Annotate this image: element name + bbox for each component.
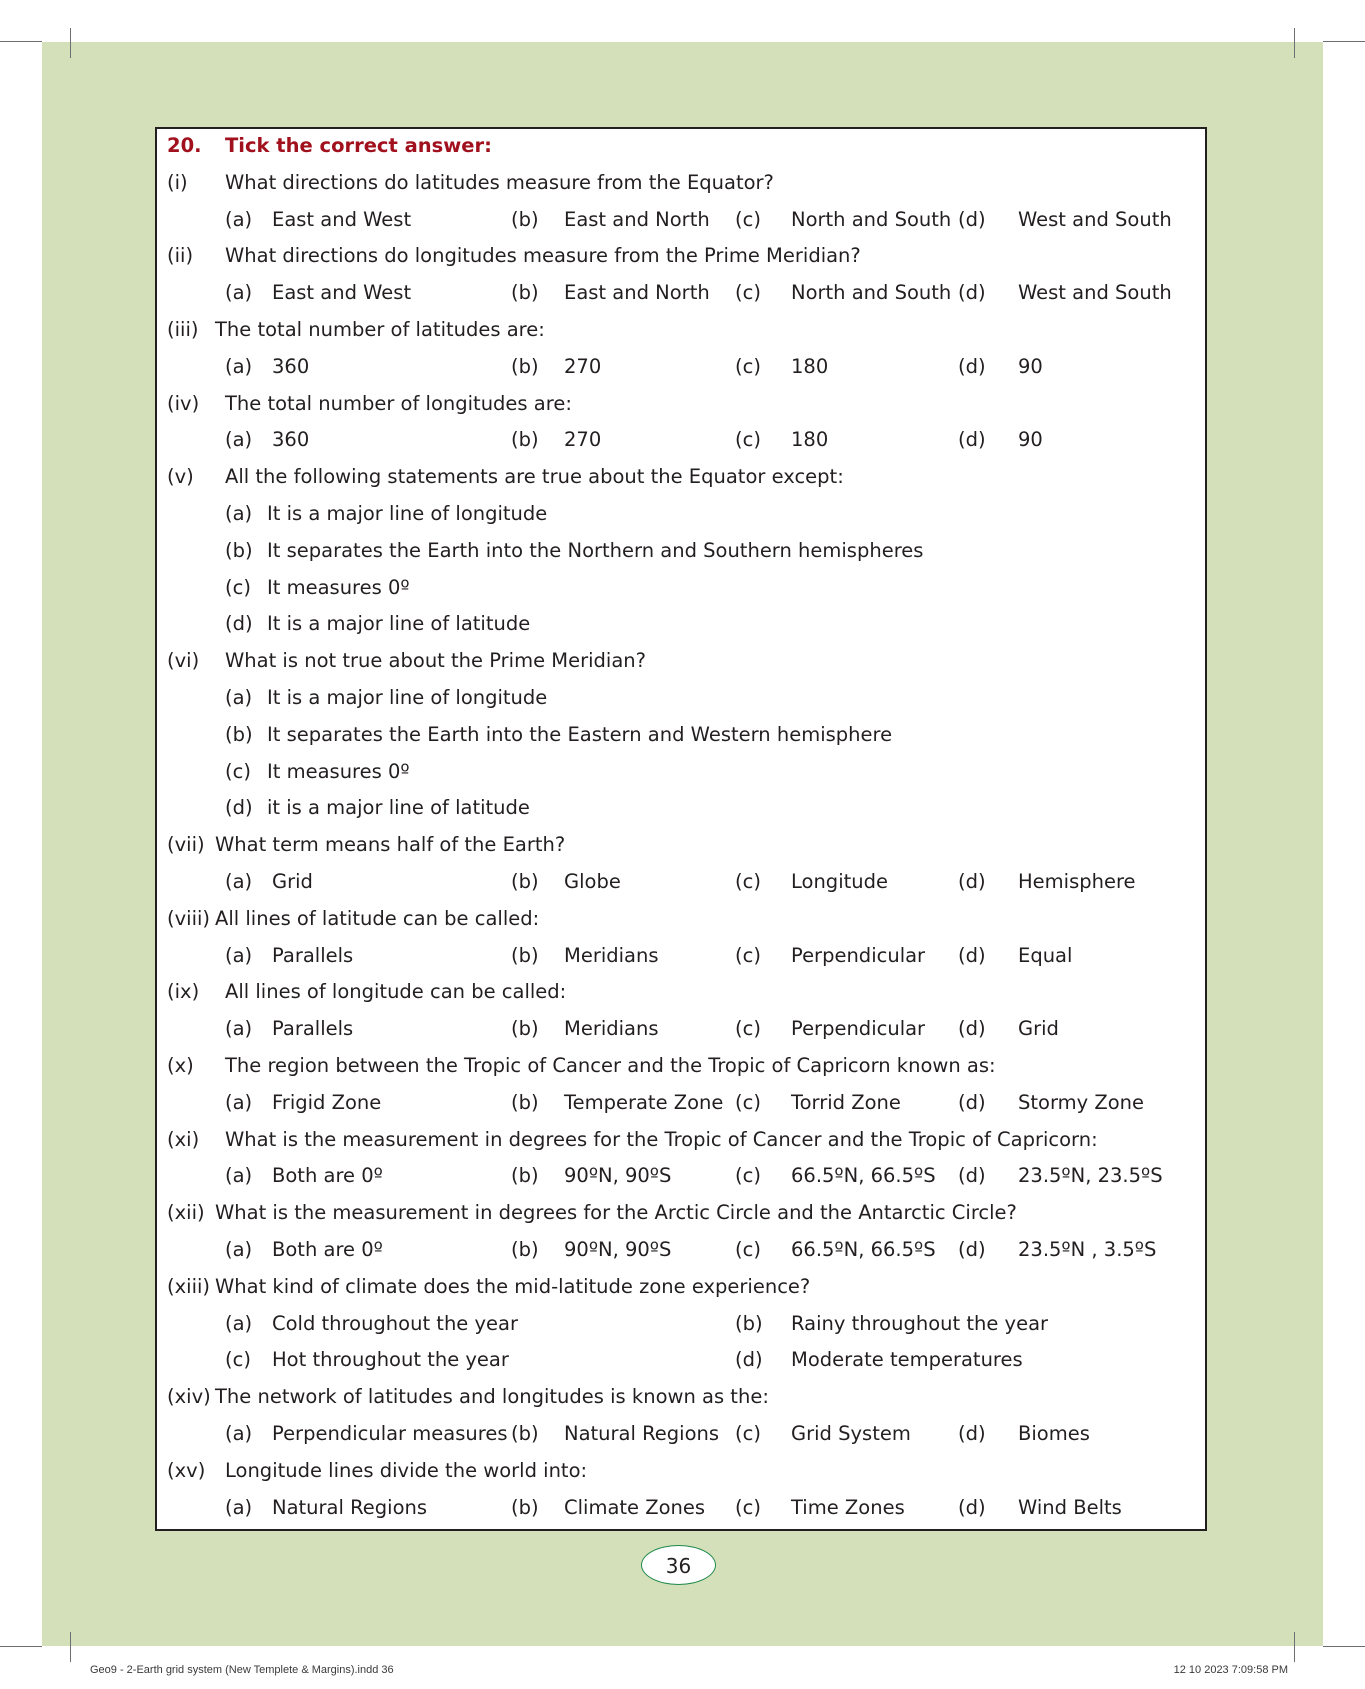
item-text: The network of latitudes and longitudes is known as the: bbox=[215, 1385, 769, 1409]
option-letter: (d) bbox=[958, 943, 986, 967]
option-text: It measures 0º bbox=[267, 575, 410, 599]
options-row bbox=[157, 1233, 1205, 1267]
option-letter: (a) bbox=[225, 1311, 253, 1335]
crop-mark bbox=[1294, 1632, 1295, 1662]
option-text: West and South bbox=[1018, 207, 1172, 231]
option-letter: (a) bbox=[225, 1495, 253, 1519]
option-text: Perpendicular measures bbox=[272, 1422, 508, 1445]
option-text: West and South bbox=[1018, 281, 1172, 305]
option-letter: (d) bbox=[958, 1164, 986, 1188]
options-row bbox=[157, 1491, 1205, 1525]
item-text: What is the measurement in degrees for the Arctic Circle and the Antarctic Circle? bbox=[215, 1201, 1017, 1225]
options-row bbox=[157, 497, 1205, 531]
option-letter: (d) bbox=[958, 354, 986, 378]
item-label: (xi) bbox=[167, 1127, 200, 1151]
option-letter: (d) bbox=[958, 428, 986, 452]
item-label: (x) bbox=[167, 1054, 194, 1077]
option-text: Both are 0º bbox=[272, 1238, 383, 1261]
option-letter: (c) bbox=[225, 1348, 251, 1372]
option-text: Parallels bbox=[272, 1017, 354, 1041]
item-text: All the following statements are true about the Equator except: bbox=[225, 465, 844, 489]
item-label: (xv) bbox=[167, 1458, 206, 1482]
option-text: 23.5ºN, 23.5ºS bbox=[1018, 1164, 1163, 1188]
question-item bbox=[157, 239, 1205, 273]
question-item bbox=[157, 166, 1205, 200]
option-letter: (b) bbox=[225, 722, 253, 746]
options-row bbox=[157, 1343, 1205, 1377]
option-text: Grid System bbox=[791, 1422, 911, 1445]
option-letter: (b) bbox=[511, 428, 539, 452]
option-letter: (c) bbox=[735, 354, 761, 378]
item-label: (ii) bbox=[167, 244, 194, 268]
crop-mark bbox=[70, 28, 71, 58]
options-row bbox=[157, 1086, 1205, 1120]
option-letter: (d) bbox=[225, 796, 253, 820]
item-text: What is not true about the Prime Meridian? bbox=[225, 649, 646, 673]
option-letter: (c) bbox=[735, 1495, 761, 1519]
option-letter: (a) bbox=[225, 686, 253, 709]
option-letter: (c) bbox=[735, 428, 761, 452]
options-row bbox=[157, 939, 1205, 973]
option-letter: (d) bbox=[958, 1017, 986, 1041]
option-text: Time Zones bbox=[791, 1495, 905, 1519]
option-letter: (b) bbox=[511, 1164, 539, 1188]
option-letter: (a) bbox=[225, 354, 253, 378]
crop-mark bbox=[0, 1646, 42, 1647]
question-item bbox=[157, 828, 1205, 862]
option-text: Moderate temperatures bbox=[791, 1348, 1023, 1372]
option-text: Equal bbox=[1018, 943, 1073, 967]
option-letter: (b) bbox=[511, 1238, 539, 1261]
option-letter: (b) bbox=[511, 207, 539, 231]
option-letter: (b) bbox=[511, 1422, 539, 1445]
question-item bbox=[157, 313, 1205, 347]
question-heading bbox=[157, 129, 1205, 163]
option-letter: (d) bbox=[225, 612, 253, 636]
option-text: Meridians bbox=[564, 1017, 659, 1041]
question-item bbox=[157, 1454, 1205, 1488]
option-text: 90 bbox=[1018, 428, 1043, 452]
option-text: East and North bbox=[564, 207, 710, 231]
options-row bbox=[157, 1307, 1205, 1341]
option-text: 180 bbox=[791, 354, 829, 378]
question-item bbox=[157, 1380, 1205, 1414]
item-text: What directions do latitudes measure from the Equator? bbox=[225, 170, 774, 194]
item-text: The region between the Tropic of Cancer and the Tropic of Capricorn known as: bbox=[225, 1054, 996, 1077]
options-row bbox=[157, 1417, 1205, 1451]
item-label: (iv) bbox=[167, 391, 200, 415]
question-item bbox=[157, 644, 1205, 678]
option-text: Frigid Zone bbox=[272, 1090, 382, 1114]
options-row bbox=[157, 791, 1205, 825]
option-text: It is a major line of longitude bbox=[267, 502, 548, 525]
option-text: Grid bbox=[1018, 1017, 1059, 1041]
option-text: Globe bbox=[564, 870, 621, 893]
item-label: (xiv) bbox=[167, 1385, 211, 1409]
options-row bbox=[157, 755, 1205, 789]
option-text: It is a major line of longitude bbox=[267, 686, 548, 709]
option-text: Perpendicular bbox=[791, 1017, 926, 1041]
option-text: 66.5ºN, 66.5ºS bbox=[791, 1164, 936, 1188]
option-letter: (a) bbox=[225, 943, 253, 967]
option-text: it is a major line of latitude bbox=[267, 796, 530, 820]
option-letter: (b) bbox=[511, 1090, 539, 1114]
crop-mark bbox=[0, 41, 42, 42]
options-row bbox=[157, 423, 1205, 457]
item-text: The total number of longitudes are: bbox=[225, 391, 572, 415]
option-text: Hemisphere bbox=[1018, 870, 1136, 893]
option-text: Biomes bbox=[1018, 1422, 1090, 1445]
item-text: All lines of longitude can be called: bbox=[225, 980, 567, 1004]
option-text: 180 bbox=[791, 428, 829, 452]
item-label: (v) bbox=[167, 465, 194, 489]
option-letter: (b) bbox=[225, 538, 253, 562]
option-text: Grid bbox=[272, 870, 313, 893]
item-label: (i) bbox=[167, 170, 188, 194]
option-letter: (c) bbox=[735, 870, 761, 893]
crop-mark bbox=[70, 1632, 71, 1662]
option-letter: (a) bbox=[225, 870, 253, 893]
option-text: Hot throughout the year bbox=[272, 1348, 509, 1372]
option-letter: (d) bbox=[958, 1238, 986, 1261]
options-row bbox=[157, 1012, 1205, 1046]
options-row bbox=[157, 203, 1205, 237]
item-label: (iii) bbox=[167, 318, 199, 341]
item-label: (ix) bbox=[167, 980, 200, 1004]
item-text: What term means half of the Earth? bbox=[215, 833, 566, 857]
option-text: It is a major line of latitude bbox=[267, 612, 531, 636]
option-text: North and South bbox=[791, 207, 952, 231]
item-text: Longitude lines divide the world into: bbox=[225, 1458, 588, 1482]
option-text: Parallels bbox=[272, 943, 354, 967]
item-label: (viii) bbox=[167, 906, 211, 930]
option-letter: (c) bbox=[735, 1238, 761, 1261]
question-title: Tick the correct answer: bbox=[225, 134, 492, 157]
option-text: Torrid Zone bbox=[791, 1090, 901, 1114]
question-item bbox=[157, 1123, 1205, 1157]
option-text: 360 bbox=[272, 428, 310, 452]
question-item bbox=[157, 902, 1205, 936]
option-text: 90ºN, 90ºS bbox=[564, 1238, 672, 1261]
item-text: What is the measurement in degrees for the Tropic of Cancer and the Tropic of Capricorn: bbox=[225, 1127, 1098, 1151]
item-label: (xiii) bbox=[167, 1274, 211, 1298]
option-text: 90ºN, 90ºS bbox=[564, 1164, 672, 1188]
option-letter: (a) bbox=[225, 281, 253, 305]
option-letter: (a) bbox=[225, 1090, 253, 1114]
item-text: The total number of latitudes are: bbox=[215, 318, 545, 341]
options-row bbox=[157, 534, 1205, 568]
option-letter: (c) bbox=[735, 1017, 761, 1041]
option-letter: (a) bbox=[225, 1017, 253, 1041]
footer-timestamp: 12 10 2023 7:09:58 PM bbox=[1173, 1664, 1288, 1676]
question-item bbox=[157, 1196, 1205, 1230]
option-letter: (b) bbox=[511, 1017, 539, 1041]
option-letter: (b) bbox=[511, 281, 539, 305]
options-row bbox=[157, 607, 1205, 641]
option-letter: (d) bbox=[958, 207, 986, 231]
option-text: Temperate Zone bbox=[564, 1090, 724, 1114]
option-letter: (a) bbox=[225, 428, 253, 452]
option-text: 270 bbox=[564, 354, 602, 378]
option-letter: (c) bbox=[735, 943, 761, 967]
item-label: (vii) bbox=[167, 833, 205, 857]
option-letter: (d) bbox=[958, 1495, 986, 1519]
option-text: 23.5ºN , 3.5ºS bbox=[1018, 1238, 1157, 1261]
option-text: 90 bbox=[1018, 354, 1043, 378]
question-item bbox=[157, 387, 1205, 421]
option-letter: (d) bbox=[735, 1348, 763, 1372]
question-number: 20. bbox=[167, 134, 202, 157]
question-item bbox=[157, 460, 1205, 494]
option-text: Perpendicular bbox=[791, 943, 926, 967]
item-text: What kind of climate does the mid-latitude zone experience? bbox=[215, 1274, 811, 1298]
question-box bbox=[155, 127, 1207, 1531]
option-letter: (b) bbox=[511, 870, 539, 893]
item-text: What directions do longitudes measure from the Prime Meridian? bbox=[225, 244, 861, 268]
option-text: 270 bbox=[564, 428, 602, 452]
item-text: All lines of latitude can be called: bbox=[215, 906, 540, 930]
option-text: It measures 0º bbox=[267, 759, 410, 783]
option-text: Both are 0º bbox=[272, 1164, 383, 1188]
option-text: Climate Zones bbox=[564, 1495, 706, 1519]
item-label: (xii) bbox=[167, 1201, 205, 1225]
option-text: Rainy throughout the year bbox=[791, 1311, 1049, 1335]
options-row bbox=[157, 350, 1205, 384]
question-item bbox=[157, 1049, 1205, 1083]
crop-mark bbox=[1294, 28, 1295, 58]
option-letter: (c) bbox=[225, 759, 251, 783]
option-text: 66.5ºN, 66.5ºS bbox=[791, 1238, 936, 1261]
option-text: Cold throughout the year bbox=[272, 1311, 518, 1335]
option-letter: (a) bbox=[225, 1238, 253, 1261]
crop-mark bbox=[1323, 41, 1365, 42]
option-text: Natural Regions bbox=[272, 1495, 428, 1519]
option-letter: (c) bbox=[735, 1422, 761, 1445]
option-letter: (d) bbox=[958, 870, 986, 893]
option-letter: (a) bbox=[225, 502, 253, 525]
footer-file: Geo9 - 2-Earth grid system (New Templete & Margins).indd 36 bbox=[90, 1664, 394, 1676]
options-row bbox=[157, 718, 1205, 752]
option-letter: (b) bbox=[511, 1495, 539, 1519]
option-letter: (d) bbox=[958, 281, 986, 305]
option-text: East and North bbox=[564, 281, 710, 305]
option-letter: (c) bbox=[735, 207, 761, 231]
option-text: Meridians bbox=[564, 943, 659, 967]
option-letter: (a) bbox=[225, 1164, 253, 1188]
option-letter: (a) bbox=[225, 1422, 253, 1445]
options-row bbox=[157, 571, 1205, 605]
option-letter: (b) bbox=[511, 354, 539, 378]
options-row bbox=[157, 1159, 1205, 1193]
option-letter: (c) bbox=[225, 575, 251, 599]
option-text: Stormy Zone bbox=[1018, 1090, 1145, 1114]
option-letter: (d) bbox=[958, 1422, 986, 1445]
option-text: Natural Regions bbox=[564, 1422, 720, 1445]
option-letter: (c) bbox=[735, 1090, 761, 1114]
option-letter: (b) bbox=[735, 1311, 763, 1335]
question-item bbox=[157, 975, 1205, 1009]
option-text: East and West bbox=[272, 281, 412, 305]
option-letter: (c) bbox=[735, 281, 761, 305]
options-row bbox=[157, 681, 1205, 715]
option-letter: (a) bbox=[225, 207, 253, 231]
option-letter: (b) bbox=[511, 943, 539, 967]
question-item bbox=[157, 1270, 1205, 1304]
option-text: It separates the Earth into the Northern and Southern hemispheres bbox=[267, 538, 924, 562]
option-letter: (d) bbox=[958, 1090, 986, 1114]
options-row bbox=[157, 865, 1205, 899]
option-text: East and West bbox=[272, 207, 412, 231]
option-text: It separates the Earth into the Eastern and Western hemisphere bbox=[267, 722, 893, 746]
option-text: North and South bbox=[791, 281, 952, 305]
item-label: (vi) bbox=[167, 649, 200, 673]
option-text: Wind Belts bbox=[1018, 1495, 1122, 1519]
page-number: 36 bbox=[641, 1545, 716, 1585]
option-text: Longitude bbox=[791, 870, 888, 893]
options-row bbox=[157, 276, 1205, 310]
option-letter: (c) bbox=[735, 1164, 761, 1188]
crop-mark bbox=[1323, 1646, 1365, 1647]
option-text: 360 bbox=[272, 354, 310, 378]
